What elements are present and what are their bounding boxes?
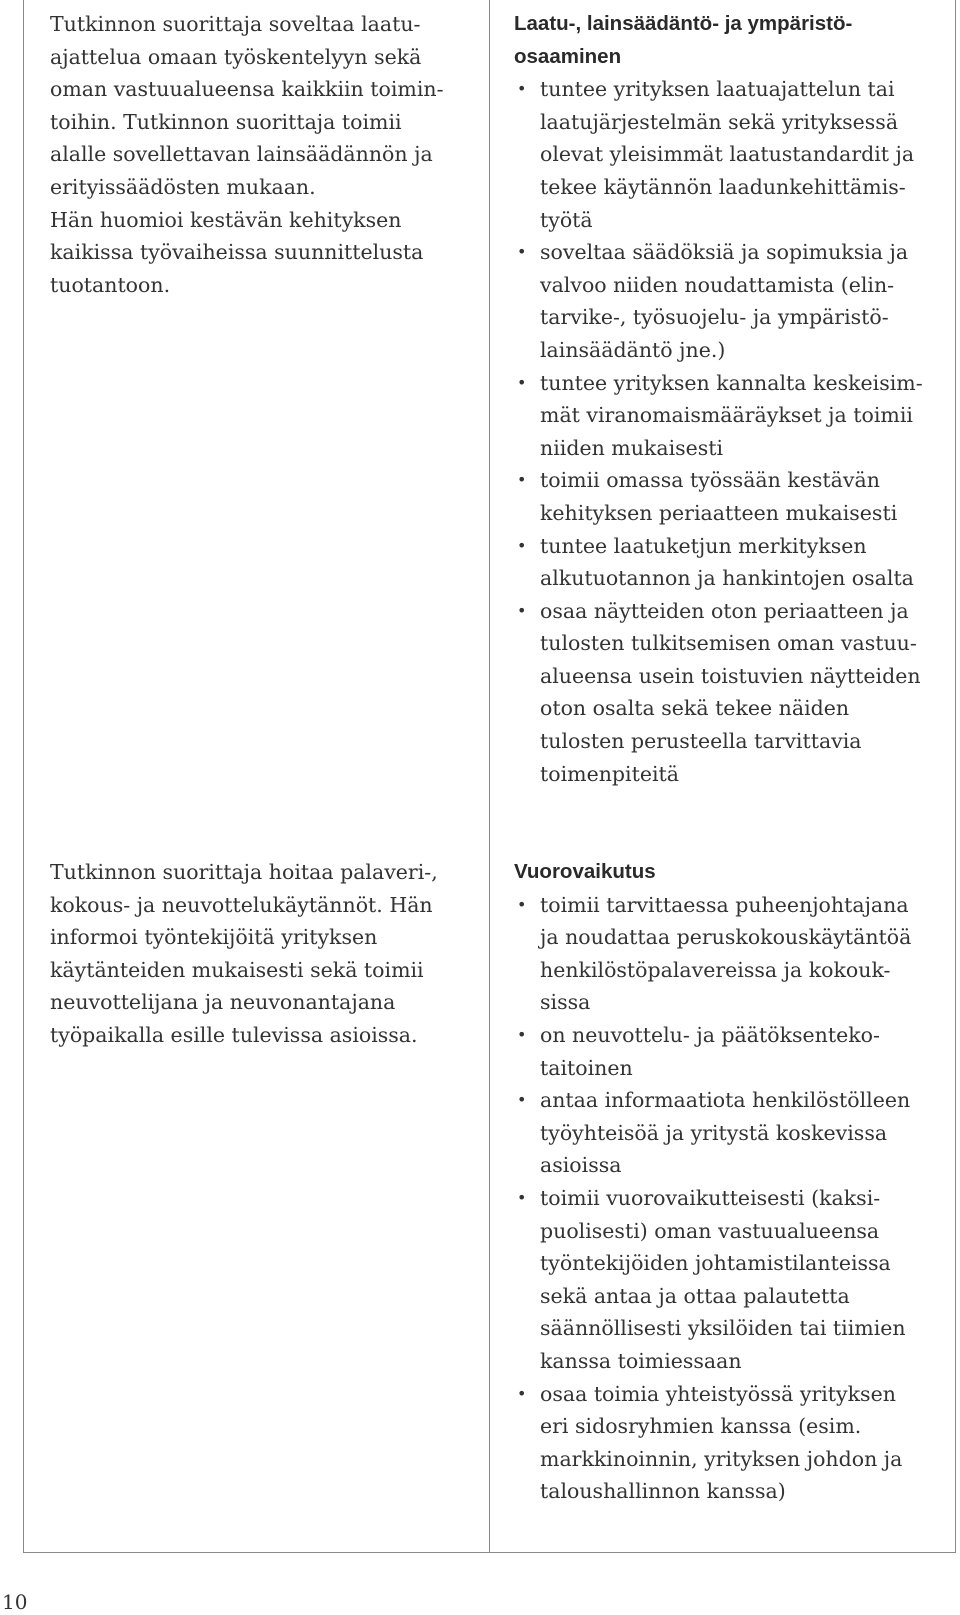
page-number: 10 <box>2 1590 28 1614</box>
bullet-item <box>514 464 944 529</box>
bullet-item <box>514 1182 944 1378</box>
bullet-item-line: toimii tarvittaessa puheenjohtajana <box>540 892 909 917</box>
bullet-item-line: osaa näytteiden oton periaatteen ja <box>540 598 909 623</box>
bullet-item-line: tuntee yrityksen kannalta keskeisim- <box>540 370 923 395</box>
bullet-item-line: asioissa <box>540 1153 622 1178</box>
bullet-item <box>514 73 944 236</box>
bullet-item-line: toimenpiteitä <box>540 761 679 786</box>
bullet-item-line: työntekijöiden johtamistilanteissa <box>540 1251 891 1276</box>
bullet-item <box>514 236 944 366</box>
bullet-item-line: tarvike-, työsuojelu- ja ympäristö- <box>540 305 889 330</box>
bullet-item-line: soveltaa säädöksiä ja sopimuksia ja <box>540 240 909 265</box>
paragraph-line: kaikissa työvaiheissa suunnittelusta <box>50 240 424 265</box>
bullet-item-line: tuntee yrityksen laatuajattelun tai <box>540 77 895 102</box>
section-interaction <box>514 856 944 1508</box>
bullet-item <box>514 595 944 791</box>
bullet-item-line: kanssa toimiessaan <box>540 1348 742 1373</box>
bullet-item-line: valvoo niiden noudattamista (elin- <box>540 272 895 297</box>
bullet-item-line: mät viranomaismääräykset ja toimii <box>540 403 913 428</box>
bullet-icon: • <box>517 894 527 914</box>
bullet-item-line: oton osalta sekä tekee näiden <box>540 696 850 721</box>
bullet-item-line: taitoinen <box>540 1055 633 1080</box>
bullet-icon: • <box>517 242 527 262</box>
bullet-item <box>514 1084 944 1182</box>
bullet-icon: • <box>517 1090 527 1110</box>
bullet-icon: • <box>517 600 527 620</box>
paragraph-line: käytänteiden mukaisesti sekä toimii <box>50 957 424 982</box>
section-heading: Laatu-, lainsäädäntö- ja ympäristö- <box>514 12 853 35</box>
column-divider <box>489 0 490 1552</box>
bullet-item-line: tulosten tulkitsemisen oman vastuu- <box>540 631 917 656</box>
bullet-item <box>514 1378 944 1508</box>
section-heading: osaaminen <box>514 44 622 68</box>
bullet-icon: • <box>517 535 527 555</box>
paragraph-line: työpaikalla esille tulevissa asioissa. <box>50 1022 418 1047</box>
bullet-item-line: alueensa usein toistuvien näytteiden <box>540 663 921 688</box>
bullet-icon: • <box>517 1024 527 1044</box>
bullet-item-line: työtä <box>540 207 593 232</box>
paragraph-line: Tutkinnon suorittaja hoitaa palaveri-, <box>50 860 438 884</box>
bullet-item-line: alkutuotannon ja hankintojen osalta <box>540 566 914 591</box>
bullet-item-line: toimii omassa työssään kestävän <box>540 468 880 493</box>
bullet-item-line: laatujärjestelmän sekä yrityksessä <box>540 109 899 134</box>
paragraph-line: oman vastuualueensa kaikkiin toimin- <box>50 77 444 102</box>
bullet-icon: • <box>517 79 527 99</box>
bullet-item-line: sekä antaa ja ottaa palautetta <box>540 1283 850 1308</box>
bullet-item-line: on neuvottelu- ja päätöksenteko- <box>540 1022 880 1047</box>
bullet-icon: • <box>517 372 527 392</box>
paragraph-line: kokous- ja neuvottelukäytännöt. Hän <box>50 892 433 917</box>
competence-table <box>23 0 956 1553</box>
bullet-item-line: kehityksen periaatteen mukaisesti <box>540 500 898 525</box>
left-paragraph-interaction <box>50 856 470 1052</box>
bullet-item-line: puolisesti) oman vastuualueensa <box>540 1218 880 1243</box>
bullet-item-line: olevat yleisimmät laatustandardit ja <box>540 142 915 167</box>
section-heading: Vuorovaikutus <box>514 860 656 883</box>
bullet-icon: • <box>517 1383 527 1403</box>
bullet-item-line: markkinoinnin, yrityksen johdon ja <box>540 1446 903 1471</box>
paragraph-line: Tutkinnon suorittaja soveltaa laatu- <box>50 12 421 36</box>
bullet-icon: • <box>517 470 527 490</box>
bullet-item-line: antaa informaatiota henkilöstölleen <box>540 1088 911 1113</box>
bullet-item <box>514 530 944 595</box>
bullet-item-line: osaa toimia yhteistyössä yrityksen <box>540 1381 896 1406</box>
paragraph-line: toihin. Tutkinnon suorittaja toimii <box>50 109 402 134</box>
bullet-item-line: toimii vuorovaikutteisesti (kaksi- <box>540 1185 881 1210</box>
left-paragraph-quality <box>50 8 470 301</box>
bullet-item-line: lainsäädäntö jne.) <box>540 337 726 362</box>
bullet-item <box>514 1019 944 1084</box>
bullet-item-line: tulosten perusteella tarvittavia <box>540 729 862 754</box>
bullet-item <box>514 889 944 1019</box>
bullet-item-line: eri sidosryhmien kanssa (esim. <box>540 1414 862 1439</box>
bullet-item-line: säännöllisesti yksilöiden tai tiimien <box>540 1316 906 1341</box>
bullet-item-line: tuntee laatuketjun merkityksen <box>540 533 867 558</box>
paragraph-line: informoi työntekijöitä yrityksen <box>50 925 378 950</box>
paragraph-line: ajattelua omaan työskentelyyn sekä <box>50 44 422 69</box>
bullet-item-line: ja noudattaa peruskokouskäytäntöä <box>540 925 912 950</box>
paragraph-line: alalle sovellettavan lainsäädännön ja <box>50 142 433 167</box>
bullet-item-line: sissa <box>540 990 591 1015</box>
bullet-item-line: niiden mukaisesti <box>540 435 724 460</box>
paragraph-line: erityissäädösten mukaan. <box>50 174 316 199</box>
paragraph-line: neuvottelijana ja neuvonantajana <box>50 990 396 1015</box>
paragraph-line: tuotantoon. <box>50 272 171 297</box>
bullet-item-line: tekee käytännön laadunkehittämis- <box>540 174 906 199</box>
section-quality-legislation <box>514 8 944 790</box>
bullet-item-line: henkilöstöpalavereissa ja kokouk- <box>540 957 891 982</box>
paragraph-line: Hän huomioi kestävän kehityksen <box>50 207 402 232</box>
bullet-icon: • <box>517 1187 527 1207</box>
bullet-item <box>514 367 944 465</box>
bullet-item-line: taloushallinnon kanssa) <box>540 1479 786 1504</box>
bullet-item-line: työyhteisöä ja yritystä koskevissa <box>540 1120 888 1145</box>
